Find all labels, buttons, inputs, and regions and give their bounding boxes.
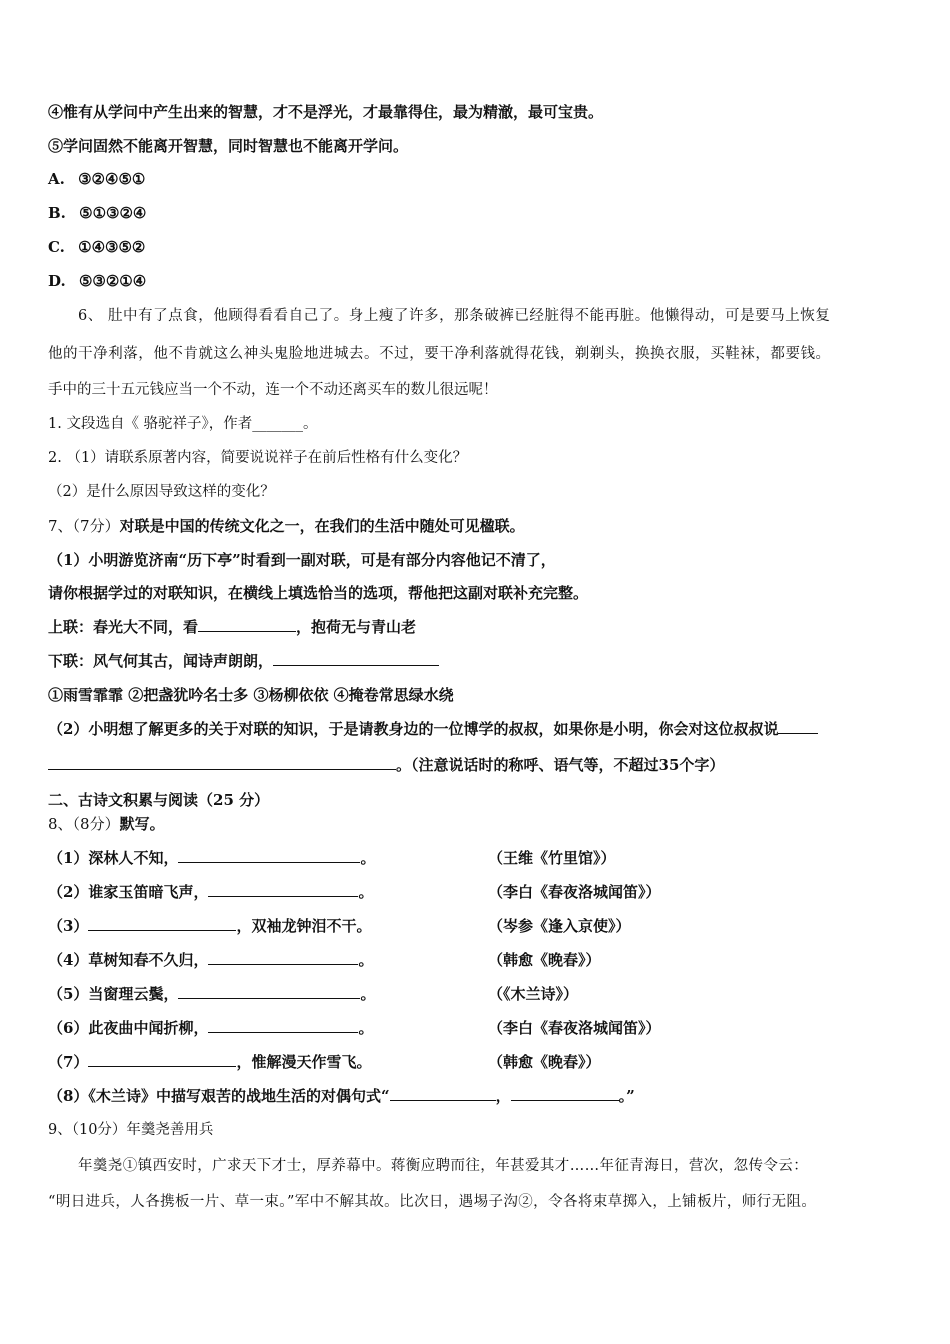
q8-item-8 <box>48 1086 920 1106</box>
upper-blank[interactable] <box>198 617 296 632</box>
item-blank[interactable] <box>178 848 360 863</box>
item-source: （岑参《逢入京使》） <box>488 917 631 935</box>
option-letter: A. <box>48 170 65 188</box>
q7-part-2-cont <box>48 755 920 775</box>
lower-blank[interactable] <box>273 651 439 666</box>
item-source: （韩愈《晚春》） <box>488 951 601 969</box>
q8-item-5 <box>48 984 920 1004</box>
q8-item-2 <box>48 882 920 902</box>
item-blank-b[interactable] <box>511 1086 619 1101</box>
item-blank[interactable] <box>208 1018 358 1033</box>
q8-item-7 <box>48 1052 920 1072</box>
q5-option-a <box>48 169 920 189</box>
q5-item-4: ④惟有从学问中产生出来的智慧，才不是浮光，才最靠得住，最为精澈，最可宝贵。 <box>48 103 604 121</box>
q8-item-3 <box>48 916 920 936</box>
item-post: 。 <box>358 883 374 901</box>
lower-couplet-start: 下联：风气何其古，闻诗声朗朗， <box>48 652 274 670</box>
q8-item-6 <box>48 1018 920 1038</box>
item-pre: （1）深林人不知， <box>48 849 179 867</box>
item-sep: ， <box>495 1087 511 1105</box>
q9-heading: 9、（10分）年羹尧善用兵 <box>48 1122 214 1138</box>
item-pre: （4）草树知春不久归， <box>48 951 209 969</box>
q7-part-2 <box>48 719 920 739</box>
item-pre: （5）当窗理云鬓， <box>48 985 179 1003</box>
item-post: 。” <box>618 1087 635 1105</box>
q9-passage-line-1: 年羹尧①镇西安时，广求天下才士，厚养幕中。蒋衡应聘而往，年甚爱其才……年征青海日，营次，忽传令云： <box>78 1158 809 1174</box>
q8-item-1 <box>48 848 920 868</box>
q7-part-2-blank-a[interactable] <box>778 719 818 734</box>
item-blank[interactable] <box>88 916 236 931</box>
upper-couplet-start: 上联：春光大不同，看 <box>48 618 199 636</box>
item-source: （王维《竹里馆》） <box>488 849 616 867</box>
item-post: ，惟解漫天作雪飞。 <box>236 1053 372 1071</box>
item-pre: （2）谁家玉笛暗飞声， <box>48 883 209 901</box>
item-post: 。 <box>360 849 376 867</box>
q7-part-2-text: （2）小明想了解更多的关于对联的知识，于是请教身边的一位博学的叔叔，如果你是小明，你会对这位叔叔说 <box>48 720 779 738</box>
item-pre: （6）此夜曲中闻折柳， <box>48 1019 209 1037</box>
q6-passage-line-3: 手中的三十五元钱应当一个不动，连一个不动还离买车的数儿很远呢！ <box>48 382 498 398</box>
option-text: ⑤③②①④ <box>78 272 147 290</box>
q8-number: 8、（8分） <box>48 815 120 833</box>
item-pre: （7） <box>48 1053 89 1071</box>
q7-part-1: （1）小明游览济南“历下亭”时看到一副对联，可是有部分内容他记不清了， <box>48 551 556 569</box>
q6-sub-2: 2. （1）请联系原著内容，简要说说祥子在前后性格有什么变化？ <box>48 450 468 466</box>
q7-choices: ①雨雪霏霏 ②把盏犹吟名士多 ③杨柳依依 ④掩卷常思绿水绕 <box>48 686 454 704</box>
q5-option-c <box>48 237 920 257</box>
item-source: （韩愈《晚春》） <box>488 1053 601 1071</box>
q5-option-b <box>48 203 920 223</box>
option-letter: D. <box>48 272 66 290</box>
option-letter: C. <box>48 238 65 256</box>
q6-passage-line-1: 6、 肚中有了点食，他顾得看看自己了。身上瘦了许多，那条破裤已经脏得不能再脏。他懒得动，可是要马上恢复 <box>78 308 831 324</box>
q7-instruction: 请你根据学过的对联知识，在横线上填选恰当的选项，帮他把这副对联补充完整。 <box>48 584 589 602</box>
item-post: 。 <box>358 1019 374 1037</box>
option-text: ①④③⑤② <box>78 238 146 256</box>
item-blank[interactable] <box>178 984 360 999</box>
item-blank[interactable] <box>208 950 358 965</box>
item-source: （李白《春夜洛城闻笛》） <box>488 883 661 901</box>
section-2-title: 二、古诗文积累与阅读（25 分） <box>48 791 270 809</box>
q8-heading <box>48 814 920 834</box>
q7-lower-couplet <box>48 651 920 671</box>
option-text: ⑤①③②④ <box>79 204 147 222</box>
item-post: ，双袖龙钟泪不干。 <box>236 917 372 935</box>
item-source: （《木兰诗》） <box>488 985 579 1003</box>
item-pre: （3） <box>48 917 89 935</box>
item-pre: （8）《木兰诗》中描写艰苦的战地生活的对偶句式“ <box>48 1087 390 1105</box>
q5-option-d <box>48 271 920 291</box>
q8-label: 默写。 <box>119 815 165 833</box>
q6-passage-line-2: 他的干净利落，他不肯就这么神头鬼脸地进城去。不过，要干净利落就得花钱，剃剃头，换换衣服，买鞋袜，都要钱。 <box>48 346 831 362</box>
item-source: （李白《春夜洛城闻笛》） <box>488 1019 661 1037</box>
q7-part-2-blank-b[interactable] <box>48 755 396 770</box>
q7-intro: 对联是中国的传统文化之一，在我们的生活中随处可见楹联。 <box>119 517 525 535</box>
item-post: 。 <box>360 985 376 1003</box>
q7-heading <box>48 516 920 536</box>
item-blank[interactable] <box>208 882 358 897</box>
option-text: ③②④⑤① <box>78 170 146 188</box>
item-blank-a[interactable] <box>390 1086 496 1101</box>
q6-sub-1: 1. 文段选自《 骆驼祥子》，作者_______。 <box>48 416 318 432</box>
q9-passage-line-2: “明日进兵，人各携板一片、草一束。”军中不解其故。比次日，遇埸子沟②，令各将束草掷入，上铺板片，师行无阻。 <box>48 1194 817 1210</box>
q7-number: 7、（7分） <box>48 517 120 535</box>
item-post: 。 <box>358 951 374 969</box>
q7-part-2-note: 。（注意说话时的称呼、语气等，不超过35个字） <box>396 756 725 774</box>
q7-upper-couplet <box>48 617 920 637</box>
q6-sub-2b: （2）是什么原因导致这样的变化？ <box>48 484 275 500</box>
upper-couplet-end: ，抱荷无与青山老 <box>296 618 417 636</box>
q5-item-5: ⑤学问固然不能离开智慧，同时智慧也不能离开学问。 <box>48 137 409 155</box>
item-blank[interactable] <box>88 1052 236 1067</box>
option-letter: B. <box>48 204 66 222</box>
q8-item-4 <box>48 950 920 970</box>
